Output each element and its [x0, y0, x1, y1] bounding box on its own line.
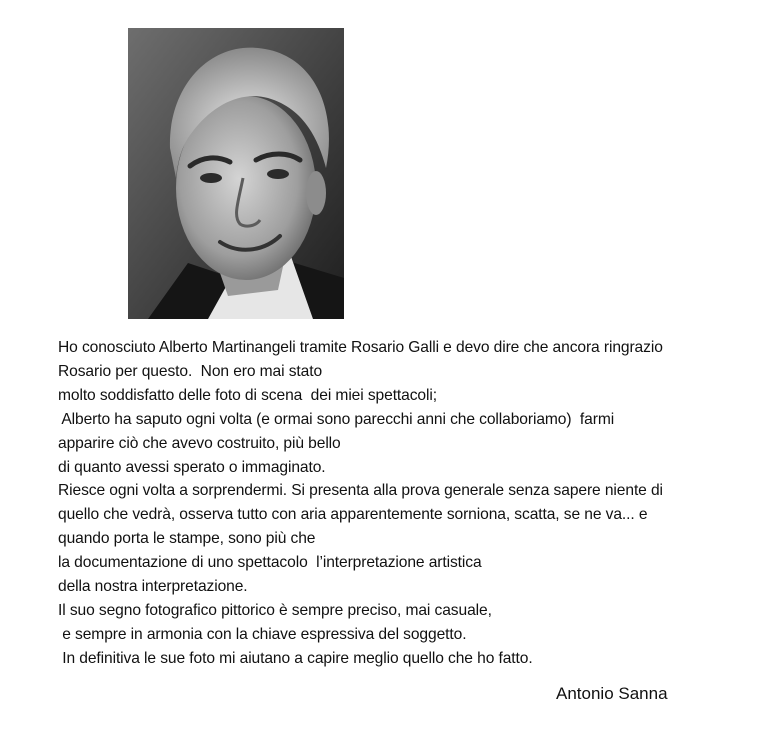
testimonial-text [58, 336, 758, 671]
testimonial-line: e sempre in armonia con la chiave espressiva del soggetto. [58, 625, 467, 643]
testimonial-line: quando porta le stampe, sono più che [58, 530, 316, 548]
portrait-photo [128, 28, 344, 319]
testimonial-line: In definitiva le sue foto mi aiutano a capire meglio quello che ho fatto. [58, 649, 533, 667]
testimonial-line: quello che vedrà, osserva tutto con aria apparentemente sorniona, scatta, se ne va... e [58, 506, 648, 524]
testimonial-line: Riesce ogni volta a sorprendermi. Si presenta alla prova generale senza sapere niente di [58, 482, 663, 500]
testimonial-line: Il suo segno fotografico pittorico è sempre preciso, mai casuale, [58, 601, 492, 619]
testimonial-line: Rosario per questo. Non ero mai stato [58, 362, 323, 380]
testimonial-line: di quanto avessi sperato o immaginato. [58, 458, 326, 476]
testimonial-line: molto soddisfatto delle foto di scena dei miei spettacoli; [58, 386, 437, 404]
author-signature: Antonio Sanna [556, 684, 668, 703]
testimonial-line: Ho conosciuto Alberto Martinangeli tramite Rosario Galli e devo dire che ancora ringrazio [58, 339, 663, 356]
testimonial-line: la documentazione di uno spettacolo l’interpretazione artistica [58, 554, 482, 572]
testimonial-line: della nostra interpretazione. [58, 578, 248, 596]
testimonial-line: apparire ciò che avevo costruito, più bello [58, 434, 341, 452]
testimonial-line: Alberto ha saputo ogni volta (e ormai sono parecchi anni che collaboriamo) farmi [58, 410, 615, 428]
